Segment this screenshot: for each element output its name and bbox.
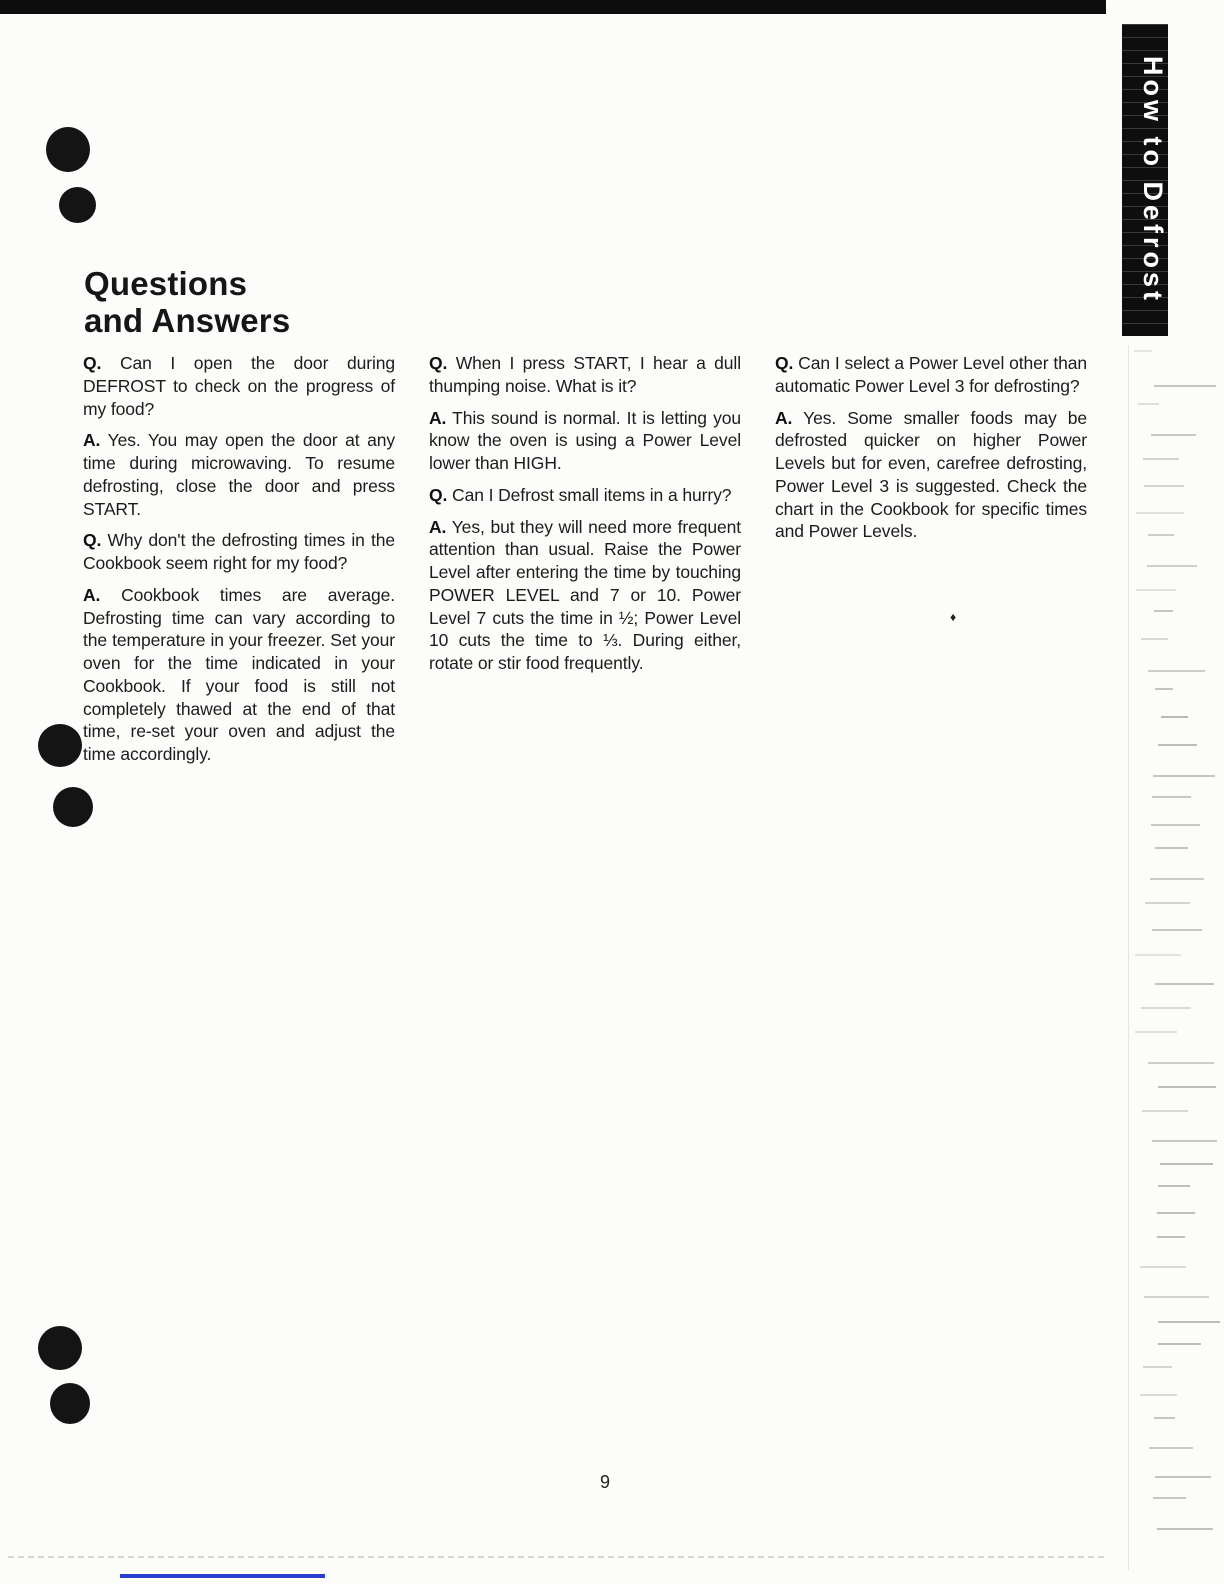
toner-dot	[59, 187, 96, 223]
q-label: Q.	[83, 353, 102, 373]
page-title-line1: Questions	[84, 265, 248, 302]
scan-dash	[1158, 1321, 1220, 1323]
question	[83, 352, 395, 420]
scan-dash	[1158, 1086, 1216, 1088]
scan-artifacts	[1134, 350, 1224, 1560]
side-tab-label: How to Defrost	[1138, 56, 1168, 304]
scan-dash	[1141, 638, 1168, 640]
question	[429, 484, 741, 507]
scan-dash	[1147, 565, 1197, 567]
scan-dash	[1154, 1417, 1175, 1419]
scan-dash	[1150, 878, 1204, 880]
scan-dash	[1153, 1497, 1186, 1499]
question-text: Can I open the door during DEFROST to check on the progress of my food?	[83, 353, 395, 419]
a-label: A.	[83, 430, 101, 451]
answer-text: Yes. Some smaller foods may be defrosted quicker on higher Power Levels but for even, carefree defrosting, Power Level 3 is suggested. Check the chart in the Cookbook for specific times and Power Levels.	[775, 407, 1087, 542]
toner-dot	[38, 1326, 82, 1370]
q-label: Q.	[775, 353, 794, 373]
a-label: A.	[775, 407, 793, 428]
scan-dash	[1154, 610, 1173, 612]
page-title-line2: and Answers	[84, 301, 291, 339]
answer	[83, 584, 395, 766]
scan-dash	[1161, 716, 1188, 718]
scan-dash	[1143, 458, 1179, 460]
a-label: A.	[83, 584, 101, 605]
scan-dash	[1138, 403, 1159, 405]
toner-dot	[46, 127, 90, 172]
top-black-bar	[0, 0, 1106, 14]
question	[429, 352, 741, 398]
scan-dash	[1143, 1366, 1172, 1368]
answer-text: Yes. You may open the door at any time during microwaving. To resume defrosting, close the door and press START.	[83, 430, 396, 519]
scan-dash	[1157, 1528, 1213, 1530]
toner-dot	[38, 724, 82, 767]
scan-dash	[1135, 954, 1181, 956]
q-label: Q.	[83, 530, 102, 551]
answer	[83, 429, 395, 520]
scan-dash	[1135, 1031, 1177, 1033]
question-text: Can I select a Power Level other than automatic Power Level 3 for defrosting?	[775, 353, 1088, 396]
question	[775, 352, 1087, 398]
question-text: Why don't the defrosting times in the Cookbook seem right for my food?	[83, 530, 395, 573]
side-tab-how-to-defrost	[1122, 24, 1168, 336]
scan-dash	[1136, 512, 1184, 514]
scan-dash	[1148, 670, 1205, 672]
scan-dash	[1148, 534, 1174, 536]
page-number: 9	[599, 1472, 610, 1492]
scan-dash	[1134, 350, 1152, 352]
q-label: Q.	[429, 484, 448, 505]
a-label: A.	[429, 516, 447, 537]
question	[83, 529, 395, 575]
scan-dash	[1144, 1296, 1209, 1298]
scan-dash	[1152, 796, 1191, 798]
scan-dash	[1154, 385, 1216, 387]
scan-dash	[1136, 589, 1176, 591]
answer-text: Yes, but they will need more frequent attention than usual. Raise the Power Level after entering the time by touching POWER LEVEL and 7 or 10. Power Level 7 cuts the time in ½; Power Level 10 cuts the time to ⅓. During either, rotate or stir food frequently.	[429, 516, 742, 673]
answer	[429, 516, 741, 675]
scan-dash	[1158, 744, 1197, 746]
toner-dot	[50, 1383, 90, 1424]
scan-dash	[1151, 434, 1196, 436]
scan-dash	[1155, 847, 1188, 849]
qa-column-2	[429, 352, 741, 775]
scan-dash	[1140, 1266, 1186, 1268]
q-label: Q.	[429, 353, 448, 373]
scan-dash	[1145, 902, 1190, 904]
question-text: Can I Defrost small items in a hurry?	[452, 484, 732, 505]
scan-dash	[1158, 1185, 1190, 1187]
answer	[429, 407, 741, 475]
scan-dash	[1155, 688, 1173, 690]
qa-columns	[83, 352, 1091, 775]
scan-dash	[1140, 1394, 1177, 1396]
bottom-blue-mark	[120, 1574, 325, 1578]
scan-dash	[1144, 485, 1184, 487]
page-title	[84, 266, 290, 340]
scan-dash	[1152, 929, 1202, 931]
qa-column-1	[83, 352, 395, 775]
scan-dash	[1157, 1212, 1195, 1214]
answer	[775, 407, 1087, 544]
scan-dash	[1157, 1236, 1185, 1238]
scan-dash	[1148, 1062, 1214, 1064]
diamond-ornament: ♦	[950, 610, 957, 624]
scan-edge-line	[1128, 345, 1129, 1570]
scan-dash	[1160, 1163, 1213, 1165]
answer-text: Cookbook times are average. Defrosting time can vary according to the temperature in your freezer. Set your oven for the time indicated in your Cookbook. If your food is still not completely thawed at the end of that time, re-set your oven and adjust the time accordingly.	[83, 584, 395, 764]
scan-dash	[1158, 1343, 1201, 1345]
a-label: A.	[429, 407, 447, 428]
scan-dash	[1142, 1110, 1188, 1112]
scan-dash	[1141, 1007, 1191, 1009]
scan-dash	[1149, 1447, 1193, 1449]
toner-dot	[53, 787, 93, 827]
scan-dash	[1155, 983, 1214, 985]
scan-dash	[1151, 824, 1200, 826]
question-text: When I press START, I hear a dull thumping noise. What is it?	[429, 353, 742, 396]
scan-dash	[1153, 775, 1215, 777]
qa-column-3	[775, 352, 1087, 775]
scan-dash	[1155, 1476, 1211, 1478]
scan-dash	[1152, 1140, 1217, 1142]
bottom-dashed-rule	[8, 1556, 1104, 1558]
answer-text: This sound is normal. It is letting you know the oven is using a Power Level lower than HIGH.	[429, 407, 741, 473]
